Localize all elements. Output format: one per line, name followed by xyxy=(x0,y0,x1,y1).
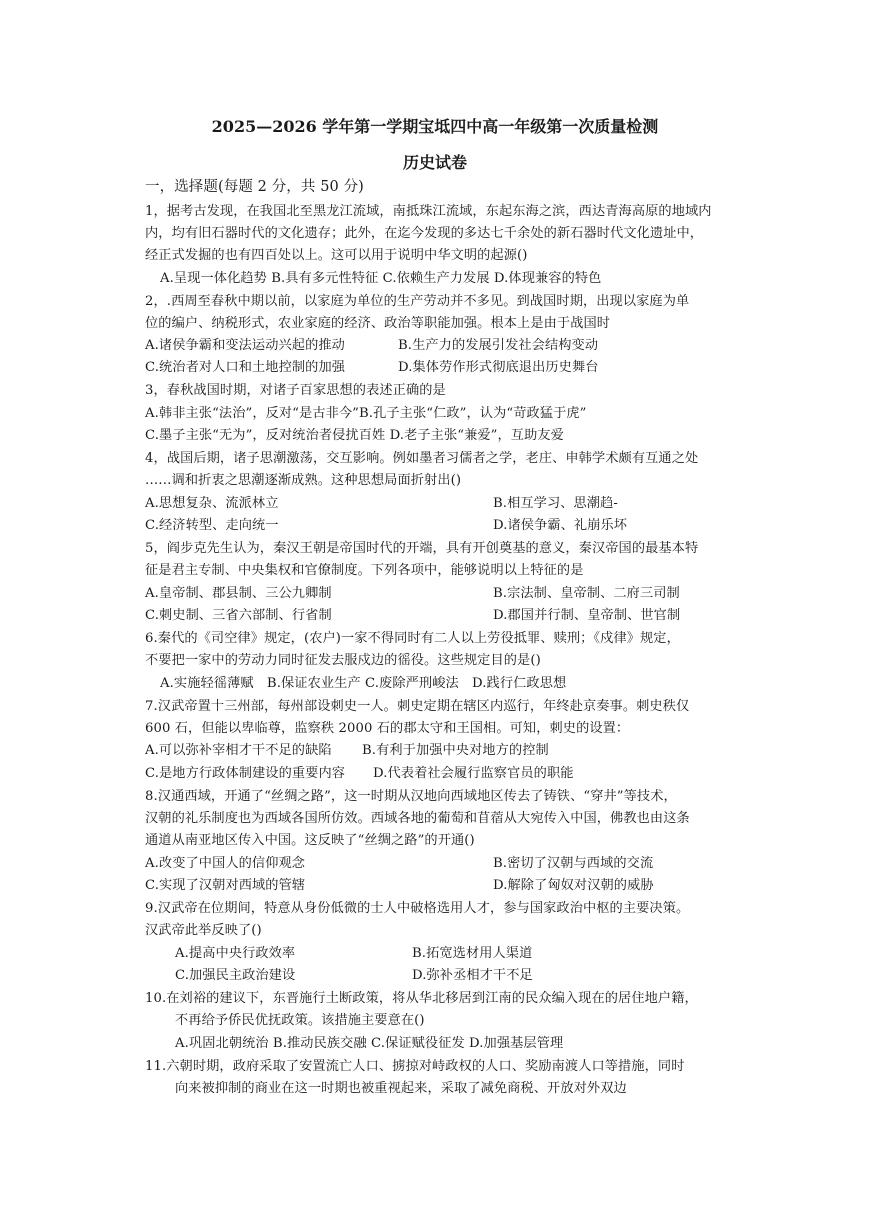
option-a: A.可以弥补宰相才干不足的缺陷 xyxy=(145,743,332,758)
question-line: 11.六朝时期，政府采取了安置流亡人口、掳掠对峙政权的人口、奖励南渡人口等措施，同时 xyxy=(145,1059,685,1074)
question-line: 600 石，但能以卑临尊，监察秩 2000 石的郡太守和王国相。可知，刺史的设置： xyxy=(145,721,630,736)
option-c: C.经济转型、走向统一 xyxy=(145,518,279,533)
option-a: A.诸侯争霸和变法运动兴起的推动 xyxy=(145,338,345,353)
section-heading: 一，选择题(每题 2 分，共 50 分) xyxy=(145,179,364,195)
exam-subtitle: 历史试卷 xyxy=(402,153,467,172)
question-line: 10.在刘裕的建议下，东晋施行土断政策，将从华北移居到江南的民众编入现在的居住地户籍， xyxy=(145,991,698,1006)
option-line: A.实施轻徭薄赋 B.保证农业生产 C.废除严刑峻法 D.践行仁政思想 xyxy=(160,676,567,691)
option-line: C.墨子主张“无为”，反对统治者侵扰百姓 D.老子主张“兼爱”，互助友爱 xyxy=(145,428,564,443)
question-line: 不再给予侨民优抚政策。该措施主要意在() xyxy=(175,1013,425,1028)
option-b: B.生产力的发展引发社会结构变动 xyxy=(398,338,599,353)
question-line: 6.秦代的《司空律》规定，(农户)一家不得同时有二人以上劳役抵罪、赎刑；《戍律》规定， xyxy=(145,631,680,646)
question-line: 7.汉武帝置十三州部，每州部设刺史一人。刺史定期在辖区内巡行，年终赴京奏事。刺史秩仅 xyxy=(145,699,690,714)
exam-title: 2025—2026 学年第一学期宝坻四中高一年级第一次质量检测 xyxy=(211,117,659,136)
option-line: A.巩固北朝统治 B.推动民族交融 C.保证赋役征发 D.加强基层管理 xyxy=(175,1036,564,1051)
question-line: 9.汉武帝在位期间，特意从身份低微的士人中破格选用人才，参与国家政治中枢的主要决策。 xyxy=(145,901,690,916)
question-line: 通道从南亚地区传入中国。这反映了“丝绸之路”的开通() xyxy=(145,833,475,848)
option-d: D.诸侯争霸、礼崩乐坏 xyxy=(493,518,628,533)
option-c: C.加强民主政治建设 xyxy=(175,968,296,983)
question-line: ……调和折衷之思潮逐渐成熟。这种思想局面折射出() xyxy=(145,473,462,488)
option-b: B.拓宽选材用人渠道 xyxy=(412,946,533,961)
option-d: D.弥补丞相才干不足 xyxy=(412,968,533,983)
question-line: 1，据考古发现，在我国北至黑龙江流域，南抵珠江流域，东起东海之滨，西达青海高原的地域内 xyxy=(145,204,712,219)
option-c: C.统治者对人口和土地控制的加强 xyxy=(145,360,346,375)
option-line: A.呈现一体化趋势 B.具有多元性特征 C.依赖生产力发展 D.体现兼容的特色 xyxy=(160,271,602,286)
option-c: C.实现了汉朝对西域的管辖 xyxy=(145,878,306,893)
question-line: 8.汉通西域，开通了“丝绸之路”，这一时期从汉地向西域地区传去了铸铁、“穿井”等技术， xyxy=(145,789,677,804)
option-a: A.提高中央行政效率 xyxy=(175,946,296,961)
question-line: 2，.西周至春秋中期以前，以家庭为单位的生产劳动并不多见。到战国时期，出现以家庭为单 xyxy=(145,294,690,309)
question-line: 5，阎步克先生认为，秦汉王朝是帝国时代的开端，具有开创奠基的意义，秦汉帝国的最基本特 xyxy=(145,541,699,556)
option-d: D.郡国并行制、皇帝制、世官制 xyxy=(493,608,681,623)
question-line: 经正式发掘的也有四百处以上。这可以用于说明中华文明的起源() xyxy=(145,248,528,263)
option-d: D.代表着社会履行监察官员的职能 xyxy=(373,766,574,781)
option-b: B.有利于加强中央对地方的控制 xyxy=(362,743,549,758)
question-line: 3，春秋战国时期，对诸子百家思想的表述正确的是 xyxy=(145,383,446,398)
option-b: B.宗法制、皇帝制、二府三司制 xyxy=(493,586,680,601)
option-a: A.改变了中国人的信仰观念 xyxy=(145,856,306,871)
option-b: B.密切了汉朝与西域的交流 xyxy=(493,856,654,871)
question-line: 向来被抑制的商业在这一时期也被重视起来，采取了减免商税、开放对外双边 xyxy=(175,1081,627,1096)
question-line: 征是君主专制、中央集权和官僚制度。下列各项中，能够说明以上特征的是 xyxy=(145,563,584,578)
option-b: B.相互学习、思潮趋- xyxy=(493,496,618,511)
option-a: A.思想复杂、流派林立 xyxy=(145,496,279,511)
question-line: 汉武帝此举反映了() xyxy=(145,923,262,938)
option-d: D.解除了匈奴对汉朝的威胁 xyxy=(493,878,654,893)
question-line: 位的编户、纳税形式，农业家庭的经济、政治等职能加强。根本上是由于战国时 xyxy=(145,316,611,331)
question-line: 汉朝的礼乐制度也为西域各国所仿效。西域各地的葡萄和苜蓿从大宛传入中国，佛教也由这条 xyxy=(145,811,690,826)
option-a: A.皇帝制、郡县制、三公九卿制 xyxy=(145,586,332,601)
question-line: 4，战国后期，诸子思潮激荡，交互影响。例如墨者习儒者之学，老庄、申韩学术颇有互通之处 xyxy=(145,451,699,466)
question-line: 不要把一家中的劳动力同时征发去服戍边的徭役。这些规定目的是() xyxy=(145,653,541,668)
option-d: D.集体劳作形式彻底退出历史舞台 xyxy=(398,360,599,375)
option-c: C.是地方行政体制建设的重要内容 xyxy=(145,766,346,781)
question-line: 内，均有旧石器时代的文化遗存；此外，在迄今发现的多达七千余处的新石器时代文化遗址中， xyxy=(145,226,704,241)
option-line: A.韩非主张“法治”，反对“是古非今”B.孔子主张“仁政”，认为“苛政猛于虎” xyxy=(145,406,587,421)
option-c: C.刺史制、三省六部制、行省制 xyxy=(145,608,332,623)
